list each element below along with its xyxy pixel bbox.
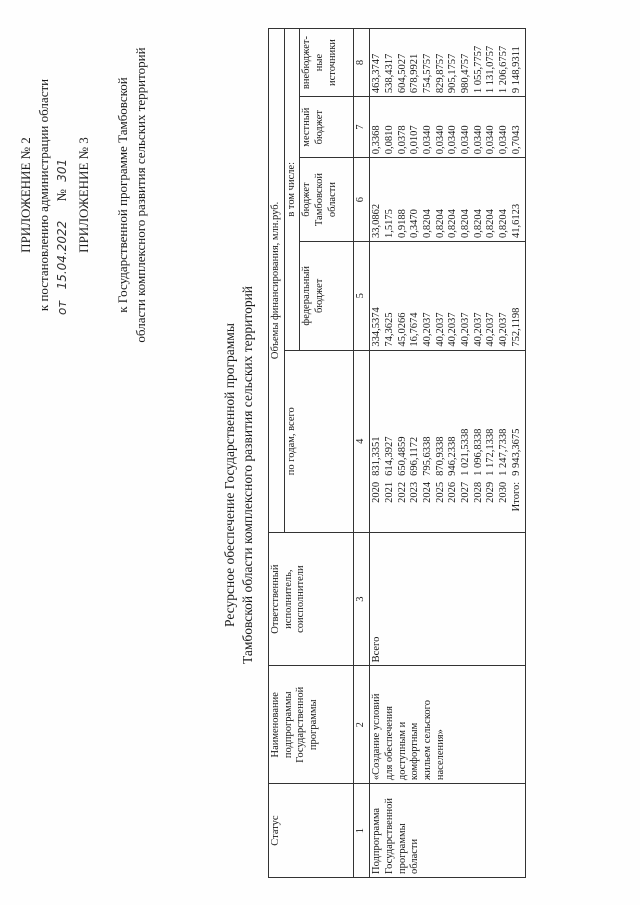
head-federal: [300, 241, 354, 350]
appendix2-title: ПРИЛОЖЕНИЕ № 2: [18, 137, 33, 253]
year-total-value: 795,6338: [421, 436, 433, 476]
federal-value: 40,2037: [421, 312, 433, 347]
year-total-line: [371, 351, 384, 532]
year-total-value: 946,2338: [447, 436, 459, 476]
head-name-line2: подпрограммы: [282, 691, 294, 759]
regional-value: 0,8204: [485, 209, 497, 238]
appendix3-line2: области комплексного развития сельских территорий: [133, 47, 148, 343]
head-local-line1: местный: [301, 107, 313, 147]
federal-value: 40,2037: [498, 312, 510, 347]
name-cell: [370, 666, 525, 784]
head-federal-line2: бюджет: [314, 278, 326, 313]
regional-value: 1,5175: [383, 209, 395, 238]
federal-value: 45,0266: [396, 312, 408, 347]
extra-value: 1 206,6757: [498, 45, 510, 94]
head-name-line3: Государственной: [295, 686, 307, 763]
head-extra-line1: внебюджет-: [301, 36, 313, 90]
name-line: населения»: [434, 729, 446, 781]
name-line: жильем сельского: [421, 700, 433, 781]
head-local-line2: бюджет: [314, 109, 326, 145]
year-total-value: 9 943,3675: [510, 428, 522, 476]
year-total-value: 650,4859: [396, 436, 408, 476]
year-total-line: [447, 351, 460, 532]
regional-value: 0,8204: [498, 209, 510, 238]
local-value: 0,0810: [383, 125, 395, 155]
federal-cell: [370, 241, 525, 350]
extra-value: 678,9921: [409, 53, 421, 94]
year-label: 2020: [371, 481, 383, 503]
year-total-line: [435, 351, 448, 532]
year-label: 2021: [383, 481, 395, 503]
status-line: программы: [396, 823, 408, 874]
extra-value: 829,8757: [434, 53, 446, 94]
head-regional: [300, 158, 354, 242]
federal-value: 40,2037: [434, 312, 446, 347]
years-totals-list: [371, 351, 523, 532]
year-total-line: [498, 351, 511, 532]
year-total-value: 1 096,8338: [472, 428, 484, 476]
responsible-cell: Всего: [370, 532, 525, 666]
document-title-line1: Ресурсное обеспечение Государственной программы: [222, 323, 237, 627]
year-label: 2024: [421, 481, 433, 503]
regional-value: 0,8204: [434, 209, 446, 238]
federal-value: 334,5374: [371, 307, 383, 347]
resource-table: [268, 28, 526, 878]
column-number: 1: [354, 784, 370, 878]
local-value: 0,0340: [421, 125, 433, 155]
regional-value: 0,8204: [460, 209, 472, 238]
head-extra-line3: источники: [326, 39, 338, 87]
regional-value: 41,6123: [510, 203, 522, 238]
year-label: 2026: [447, 481, 459, 503]
document-title-line2: Тамбовской области комплексного развития сельских территорий: [240, 285, 255, 665]
status-line: области: [409, 838, 421, 874]
year-total-line: [460, 351, 473, 532]
local-value: 0,0340: [498, 125, 510, 155]
head-name: [269, 666, 354, 784]
regional-value: 0,8204: [472, 209, 484, 238]
head-local: [300, 97, 354, 158]
extra-list: [371, 32, 523, 93]
local-value: 0,0340: [485, 125, 497, 155]
year-label: 2025: [434, 481, 446, 503]
appendix2-num-prefix: №: [54, 189, 69, 202]
extra-value: 1 055,7757: [472, 45, 484, 94]
head-regional-line2: Тамбовской: [314, 173, 326, 227]
year-total-value: 696,1172: [409, 436, 421, 476]
extra-value: 905,1757: [447, 53, 459, 94]
appendix2-number: 301: [55, 158, 69, 182]
head-extra: [300, 29, 354, 97]
federal-value: 752,1198: [510, 307, 522, 347]
local-value: 0,0340: [447, 125, 459, 155]
table-head-row1: [269, 29, 285, 878]
regional-value: 0,8204: [447, 209, 459, 238]
extra-value: 9 148,9311: [510, 46, 522, 94]
local-value: 0,0378: [396, 125, 408, 155]
head-name-line1: Наименование: [270, 692, 281, 758]
head-responsible: [269, 532, 354, 666]
column-number: 7: [354, 97, 370, 158]
head-resp-line2: исполнитель,: [282, 569, 294, 629]
table-body-row: [370, 29, 525, 878]
federal-value: 40,2037: [472, 312, 484, 347]
regional-value: 33,0862: [371, 203, 383, 238]
extra-value: 604,5027: [396, 53, 408, 94]
regional-list: [371, 161, 523, 238]
regional-value: 0,9188: [396, 209, 408, 238]
extra-value: 463,3747: [371, 53, 383, 94]
local-value: 0,0107: [409, 125, 421, 155]
head-resp-line1: Ответственный: [270, 564, 281, 634]
federal-value: 40,2037: [485, 312, 497, 347]
local-cell: [370, 97, 525, 158]
federal-value: 40,2037: [447, 312, 459, 347]
local-value: 0,7043: [510, 125, 522, 155]
head-regional-line1: бюджет: [301, 182, 313, 217]
year-total-value: 1 021,5338: [460, 428, 472, 476]
year-total-line: [409, 351, 422, 532]
year-total-value: 831,3351: [371, 436, 383, 476]
years-totals-cell: [370, 350, 525, 532]
name-line: доступным и: [396, 721, 408, 781]
year-label: 2023: [409, 481, 421, 503]
head-status: Статус: [269, 784, 354, 878]
extra-value: 754,5757: [421, 53, 433, 94]
column-number: 6: [354, 158, 370, 242]
head-volumes: Объемы финансирования, млн.руб.: [269, 29, 285, 533]
year-total-value: 1 247,7338: [498, 428, 510, 476]
name-line: для обеспечения: [383, 706, 395, 781]
appendix2-date: 15.04.2022: [55, 220, 69, 290]
federal-value: 74,3625: [383, 312, 395, 347]
status-line: Подпрограмма: [371, 807, 383, 874]
column-numbers-row: [354, 29, 370, 878]
year-label: 2029: [485, 481, 497, 503]
head-name-line4: программы: [308, 699, 320, 751]
head-resp-line3: соисполнители: [295, 565, 307, 633]
head-extra-line2: ные: [314, 53, 326, 72]
regional-value: 0,3470: [409, 209, 421, 238]
column-number: 5: [354, 241, 370, 350]
local-value: 0,3368: [371, 125, 383, 155]
federal-value: 16,7674: [409, 312, 421, 347]
status-cell: [370, 784, 525, 878]
extra-value: 980,4757: [460, 53, 472, 94]
year-total-value: 1 172,1338: [485, 428, 497, 476]
year-total-value: 614,3927: [383, 436, 395, 476]
year-label: Итого:: [510, 481, 522, 512]
federal-value: 40,2037: [460, 312, 472, 347]
regional-cell: [370, 158, 525, 242]
year-label: 2028: [472, 481, 484, 503]
head-federal-line1: федеральный: [301, 265, 313, 326]
year-label: 2030: [498, 481, 510, 503]
year-label: 2027: [460, 481, 472, 503]
head-including: в том числе:: [284, 29, 300, 351]
year-total-line: [511, 351, 524, 532]
head-regional-line3: области: [326, 182, 338, 218]
extra-value: 1 131,0757: [485, 45, 497, 94]
status-line: Государственной: [383, 798, 395, 874]
appendix2-date-prefix: от: [55, 300, 69, 315]
year-total-value: 870,9338: [434, 436, 446, 476]
appendix3-line1: к Государственной программе Тамбовской: [115, 77, 130, 313]
extra-cell: [370, 29, 525, 97]
federal-list: [371, 245, 523, 347]
year-total-line: [485, 351, 498, 532]
year-total-line: [422, 351, 435, 532]
head-by-years: по годам, всего: [284, 350, 354, 532]
column-number: 2: [354, 666, 370, 784]
appendix2-subtitle: к постановлению администрации области: [36, 78, 51, 312]
column-number: 8: [354, 29, 370, 97]
year-total-line: [384, 351, 397, 532]
column-number: 3: [354, 532, 370, 666]
column-number: 4: [354, 350, 370, 532]
appendix3-title: ПРИЛОЖЕНИЕ № 3: [76, 137, 91, 253]
name-line: «Создание условий: [371, 693, 383, 781]
local-value: 0,0340: [472, 125, 484, 155]
extra-value: 538,4317: [383, 53, 395, 94]
local-value: 0,0340: [434, 125, 446, 155]
name-line: комфортным: [409, 722, 421, 781]
year-total-line: [473, 351, 486, 532]
local-list: [371, 100, 523, 154]
year-label: 2022: [396, 481, 408, 503]
appendix2-date-line: [54, 159, 70, 315]
local-value: 0,0340: [460, 125, 472, 155]
regional-value: 0,8204: [421, 209, 433, 238]
year-total-line: [397, 351, 410, 532]
